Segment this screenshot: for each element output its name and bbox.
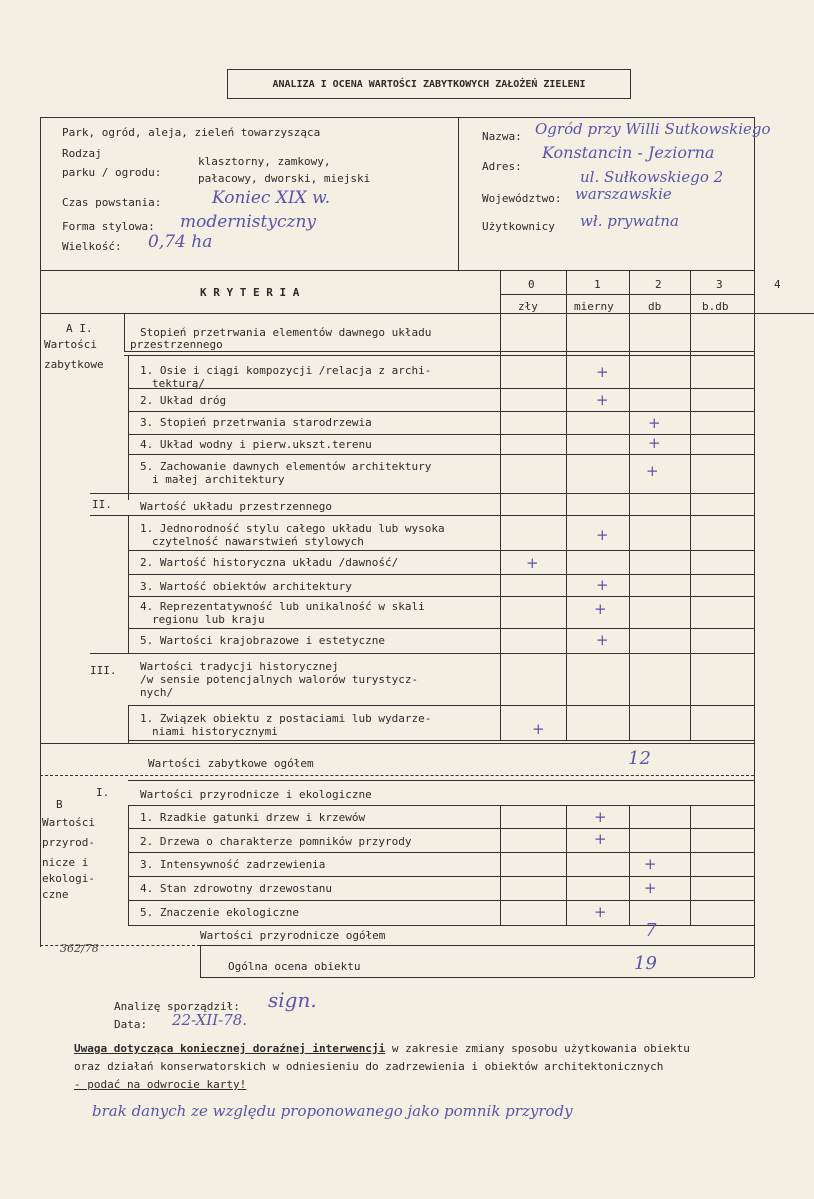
- section-a-title-2: zabytkowe: [44, 358, 104, 371]
- signature: sign.: [268, 988, 317, 1012]
- form-title: ANALIZA I OCENA WARTOŚCI ZABYTKOWYCH ZAŁOŻEŃ ZIELENI: [227, 69, 631, 99]
- b-total-value: 7: [645, 920, 657, 941]
- section-a1-title-1: Stopień przetrwania elementów dawnego układu: [140, 326, 432, 339]
- nazwa-label: Nazwa:: [482, 130, 522, 143]
- mark-b-3: +: [644, 855, 657, 873]
- nazwa-value: Ogród przy Willi Sutkowskiego: [535, 120, 771, 138]
- section-a-label: A I.: [66, 322, 93, 335]
- wojewodztwo-value: warszawskie: [575, 185, 672, 203]
- mark-a2-1: +: [596, 526, 609, 544]
- score-0: 0: [528, 278, 535, 291]
- data-value: 22-XII-78.: [172, 1011, 248, 1029]
- section-b-label: B: [56, 798, 63, 811]
- parku-options: pałacowy, dworski, miejski: [198, 172, 371, 185]
- section-b-title-1: Wartości: [42, 816, 95, 829]
- section-b-title-5: czne: [42, 888, 69, 901]
- row-a1-1: 1. Osie i ciągi kompozycji /relacja z archi- tekturą/: [140, 364, 432, 390]
- score-1: 1: [594, 278, 601, 291]
- wielkosc-value: 0,74 ha: [148, 232, 213, 252]
- section-b-title-3: nicze i: [42, 856, 89, 869]
- row-b-3: 3. Intensywność zadrzewienia: [140, 858, 326, 871]
- forma-label: Forma stylowa:: [62, 220, 155, 233]
- data-label: Data:: [114, 1018, 148, 1031]
- score-4: 4: [774, 278, 781, 291]
- uwaga-line-3: - podać na odwrocie karty!: [74, 1078, 247, 1091]
- overall-value: 19: [634, 953, 657, 974]
- row-a1-4: 4. Układ wodny i pierw.ukszt.terenu: [140, 438, 372, 451]
- forma-value: modernistyczny: [180, 212, 316, 232]
- section-b-subtitle: Wartości przyrodnicze i ekologiczne: [140, 788, 372, 801]
- mark-a1-4: +: [648, 434, 661, 452]
- section-b-title-2: przyrod-: [42, 836, 95, 849]
- section-b-number: I.: [96, 786, 110, 799]
- section-a3-number: III.: [90, 664, 117, 677]
- czas-label: Czas powstania:: [62, 196, 162, 209]
- row-b-1: 1. Rzadkie gatunki drzew i krzewów: [140, 811, 366, 824]
- score-label-zly: zły: [518, 300, 538, 313]
- mark-a1-1: +: [596, 363, 609, 381]
- rodzaj-label: Rodzaj: [62, 147, 102, 160]
- row-b-5: 5. Znaczenie ekologiczne: [140, 906, 299, 919]
- section-a1-title-2: przestrzennego: [130, 338, 223, 351]
- adres-label: Adres:: [482, 160, 522, 173]
- row-a2-5: 5. Wartości krajobrazowe i estetyczne: [140, 634, 386, 647]
- a-total-value: 12: [628, 748, 651, 769]
- score-2: 2: [655, 278, 662, 291]
- row-a1-5: 5. Zachowanie dawnych elementów architektury i małej architektury: [140, 460, 432, 486]
- score-label-db: db: [648, 300, 662, 313]
- section-a-title-1: Wartości: [44, 338, 97, 351]
- park-types-label: Park, ogród, aleja, zieleń towarzysząca: [62, 126, 321, 139]
- mark-a1-3: +: [648, 414, 661, 432]
- handwritten-note: brak danych ze względu proponowanego jako pomnik przyrody: [92, 1102, 573, 1120]
- mark-a2-5: +: [596, 631, 609, 649]
- mark-a2-3: +: [596, 576, 609, 594]
- reference-number: 362/78: [60, 942, 99, 955]
- row-a1-3: 3. Stopień przetrwania starodrzewia: [140, 416, 372, 429]
- uzytkownicy-value: wł. prywatna: [580, 212, 679, 230]
- mark-b-5: +: [594, 903, 607, 921]
- score-label-mierny: mierny: [574, 300, 614, 313]
- section-a2-title: Wartość układu przestrzennego: [140, 500, 333, 513]
- adres-value-2: ul. Sułkowskiego 2: [580, 168, 724, 186]
- row-a2-1: 1. Jednorodność stylu całego układu lub wysoka czytelność nawarstwień stylowych: [140, 522, 445, 548]
- wielkosc-label: Wielkość:: [62, 240, 122, 253]
- section-a3-title: Wartości tradycji historycznej /w sensie potencjalnych walorów turystycz- nych/: [140, 660, 419, 699]
- analize-label: Analizę sporządził:: [114, 1000, 240, 1013]
- uzytkownicy-label: Użytkownicy: [482, 220, 555, 233]
- mark-b-4: +: [644, 879, 657, 897]
- mark-b-2: +: [594, 830, 607, 848]
- kryteria-header: K R Y T E R I A: [200, 286, 300, 299]
- overall-label: Ogólna ocena obiektu: [228, 960, 361, 973]
- mark-a3-1: +: [532, 720, 545, 738]
- czas-value: Koniec XIX w.: [212, 188, 331, 208]
- mark-a1-5: +: [646, 462, 659, 480]
- a-total-label: Wartości zabytkowe ogółem: [148, 757, 314, 770]
- rodzaj-options: klasztorny, zamkowy,: [198, 155, 331, 168]
- row-a2-4: 4. Reprezentatywność lub unikalność w skali regionu lub kraju: [140, 600, 425, 626]
- score-3: 3: [716, 278, 723, 291]
- mark-a1-2: +: [596, 391, 609, 409]
- row-a1-2: 2. Układ dróg: [140, 394, 227, 407]
- mark-a2-4: +: [594, 600, 607, 618]
- row-b-2: 2. Drzewa o charakterze pomników przyrody: [140, 835, 412, 848]
- score-label-bdb: b.db: [702, 300, 729, 313]
- uwaga-line-1: Uwaga dotycząca koniecznej doraźnej interwencji w zakresie zmiany sposobu użytkowania obiektu: [74, 1042, 690, 1055]
- uwaga-line-2: oraz działań konserwatorskich w odniesieniu do zadrzewienia i obiektów architektonicznych: [74, 1060, 664, 1073]
- row-a2-3: 3. Wartość obiektów architektury: [140, 580, 352, 593]
- row-a3-1: 1. Związek obiektu z postaciami lub wydarze- niami historycznymi: [140, 712, 432, 738]
- wojewodztwo-label: Województwo:: [482, 192, 562, 205]
- parku-label: parku / ogrodu:: [62, 166, 162, 179]
- section-a2-number: II.: [92, 498, 112, 511]
- b-total-label: Wartości przyrodnicze ogółem: [200, 929, 386, 942]
- section-b-title-4: ekologi-: [42, 872, 95, 885]
- adres-value-1: Konstancin - Jeziorna: [542, 143, 715, 162]
- row-b-4: 4. Stan zdrowotny drzewostanu: [140, 882, 333, 895]
- row-a2-2: 2. Wartość historyczna układu /dawność/: [140, 556, 399, 569]
- mark-b-1: +: [594, 808, 607, 826]
- mark-a2-2: +: [526, 554, 539, 572]
